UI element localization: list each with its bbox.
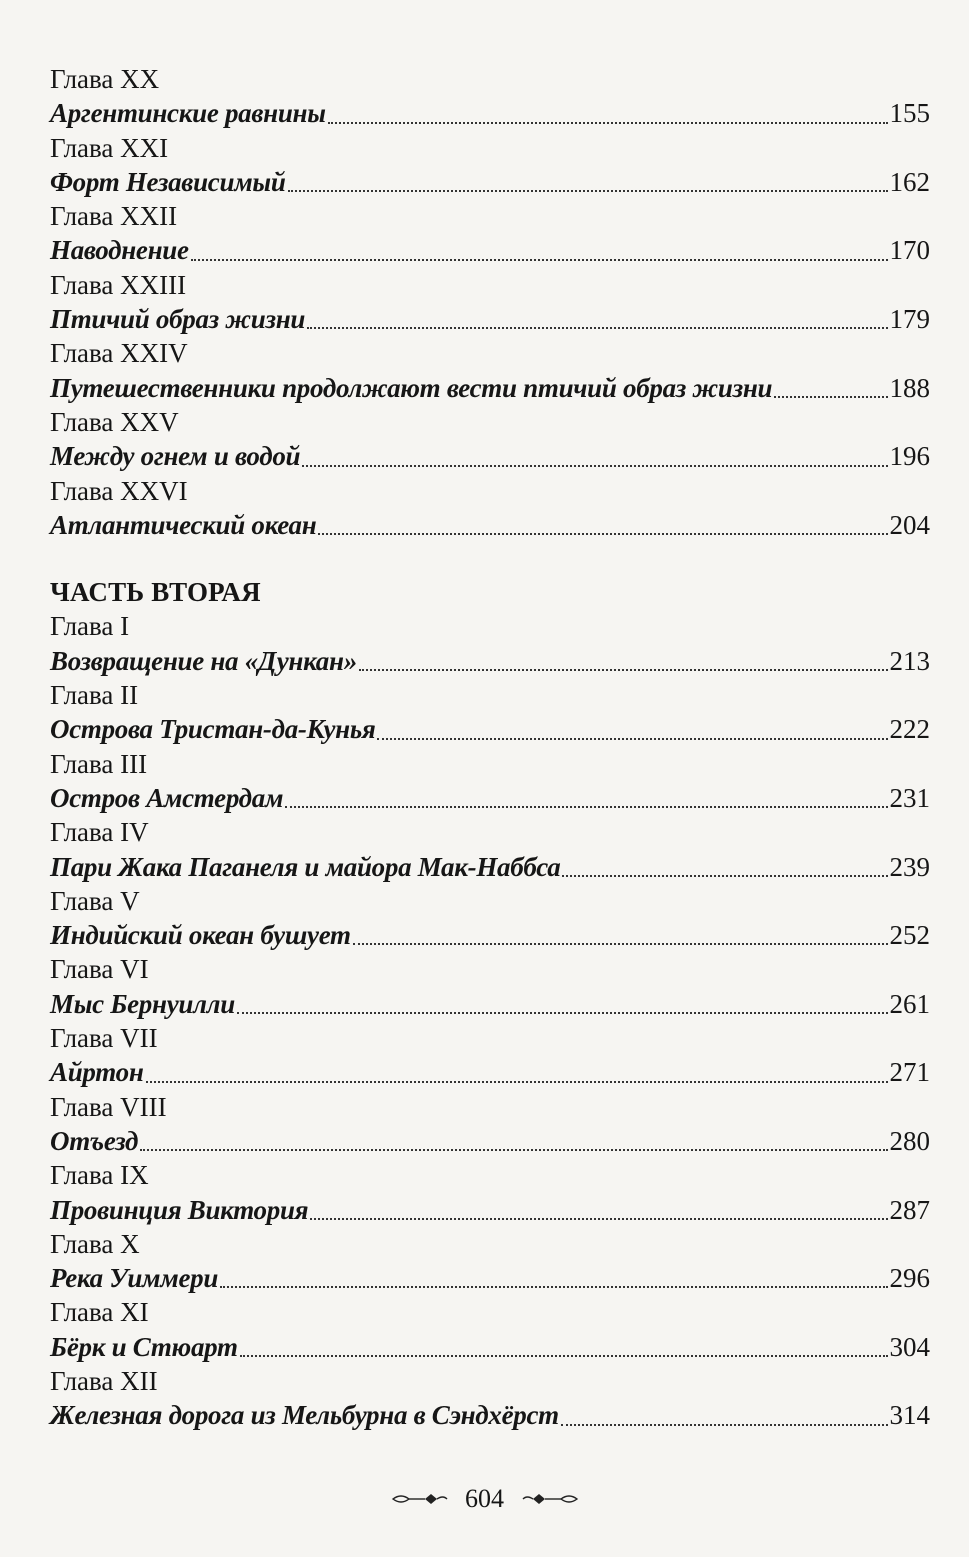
page-ref: 304: [889, 1331, 930, 1362]
page-ref: 179: [889, 304, 930, 335]
page-ref: 188: [889, 372, 930, 403]
toc-entry: [50, 1124, 930, 1158]
page-ref: 170: [889, 235, 930, 266]
chapter-label: Глава XXI: [50, 132, 169, 163]
chapter-title: Отъезд: [50, 1125, 139, 1156]
chapter-label: Глава XXIII: [50, 269, 187, 300]
chapter-title: Айртон: [50, 1057, 144, 1088]
toc-entry: [50, 850, 930, 884]
toc-entry: [50, 1193, 930, 1227]
chapter-title: Мыс Бернуилли: [50, 988, 235, 1019]
chapter-label: Глава XX: [50, 64, 160, 94]
chapter-title: Возвращение на «Дункан»: [50, 645, 357, 676]
dot-leader: [240, 1355, 888, 1357]
chapter-label: Глава VII: [50, 1023, 158, 1054]
chapter-label: Глава XXII: [50, 201, 178, 232]
page-ref: 204: [889, 509, 930, 540]
page-ref: 155: [889, 98, 930, 129]
page-footer: [0, 1480, 969, 1516]
toc-entry: [50, 1055, 930, 1089]
toc-entry: [50, 781, 930, 815]
dot-leader: [191, 259, 888, 261]
page-ref: 280: [889, 1125, 930, 1156]
chapter-label: Глава VIII: [50, 1091, 167, 1122]
page-number: 604: [465, 1484, 504, 1514]
chapter-title: Наводнение: [50, 235, 189, 266]
toc-entry: [50, 508, 930, 542]
dot-leader: [318, 533, 887, 535]
part-two-list: [50, 609, 930, 1432]
toc-entry: [50, 644, 930, 678]
chapter-title: Остров Амстердам: [50, 782, 284, 813]
page-ref: 239: [889, 851, 930, 882]
dot-leader: [328, 122, 888, 124]
dot-leader: [140, 1149, 887, 1151]
toc-entry: [50, 439, 930, 473]
page-ref: 252: [889, 920, 930, 951]
ornament-left-icon: [391, 1490, 451, 1508]
dot-leader: [562, 875, 887, 877]
chapter-label: Глава IV: [50, 817, 149, 848]
chapter-label: Глава X: [50, 1228, 140, 1259]
chapter-title: Провинция Виктория: [50, 1194, 309, 1225]
dot-leader: [307, 327, 887, 329]
page-ref: 222: [889, 714, 930, 745]
table-of-contents: [50, 62, 930, 1433]
dot-leader: [353, 943, 888, 945]
dot-leader: [377, 738, 887, 740]
chapter-label: Глава II: [50, 680, 139, 711]
page-ref: 314: [889, 1400, 930, 1431]
dot-leader: [146, 1081, 888, 1083]
dot-leader: [237, 1012, 888, 1014]
page-ref: 296: [889, 1263, 930, 1294]
toc-entry: [50, 712, 930, 746]
page-ref: 287: [889, 1194, 930, 1225]
chapter-title: Бёрк и Стюарт: [50, 1331, 238, 1362]
toc-entry: [50, 302, 930, 336]
page-ref: 213: [889, 645, 930, 676]
dot-leader: [561, 1424, 888, 1426]
chapter-title: Путешественники продолжают вести птичий образ жизни: [50, 372, 773, 403]
ornament-right-icon: [519, 1490, 579, 1508]
chapter-title: Железная дорога из Мельбурна в Сэндхёрст: [50, 1400, 559, 1431]
chapter-label: Глава XXV: [50, 406, 179, 437]
dot-leader: [285, 806, 887, 808]
chapter-label: Глава VI: [50, 954, 149, 985]
chapter-title: Атлантический океан: [50, 509, 317, 540]
toc-entry: [50, 1261, 930, 1295]
chapter-title: Индийский океан бушует: [50, 920, 351, 951]
chapter-label: Глава XI: [50, 1297, 149, 1328]
toc-entry: [50, 1330, 930, 1364]
dot-leader: [288, 190, 888, 192]
chapter-label: Глава IX: [50, 1160, 149, 1191]
dot-leader: [359, 669, 888, 671]
chapter-label: Глава XXVI: [50, 475, 188, 506]
part-one-list: [50, 62, 930, 542]
chapter-title: Форт Независимый: [50, 166, 286, 197]
page-ref: 162: [889, 166, 930, 197]
toc-entry: [50, 1398, 930, 1432]
dot-leader: [220, 1286, 887, 1288]
toc-entry: [50, 987, 930, 1021]
toc-entry: [50, 371, 930, 405]
dot-leader: [774, 396, 887, 398]
chapter-title: Птичий образ жизни: [50, 304, 306, 335]
chapter-title: Острова Тристан-да-Кунья: [50, 714, 376, 745]
toc-entry: [50, 918, 930, 952]
part-two-heading: ЧАСТЬ ВТОРАЯ: [50, 577, 261, 608]
chapter-label: Глава I: [50, 611, 130, 642]
dot-leader: [302, 465, 887, 467]
chapter-label: Глава XXIV: [50, 338, 188, 369]
chapter-title: Река Уиммери: [50, 1263, 219, 1294]
page-ref: 271: [889, 1057, 930, 1088]
toc-entry: [50, 96, 930, 130]
toc-entry: [50, 165, 930, 199]
chapter-title: Между огнем и водой: [50, 441, 301, 472]
chapter-label: Глава III: [50, 748, 148, 779]
chapter-title: Пари Жака Паганеля и майора Мак-Наббса: [50, 851, 561, 882]
page-ref: 196: [889, 441, 930, 472]
dot-leader: [310, 1218, 887, 1220]
page-ref: 261: [889, 988, 930, 1019]
chapter-title: Аргентинские равнины: [50, 98, 326, 129]
toc-entry: [50, 233, 930, 267]
chapter-label: Глава XII: [50, 1365, 158, 1396]
page-ref: 231: [889, 782, 930, 813]
chapter-label: Глава V: [50, 885, 140, 916]
